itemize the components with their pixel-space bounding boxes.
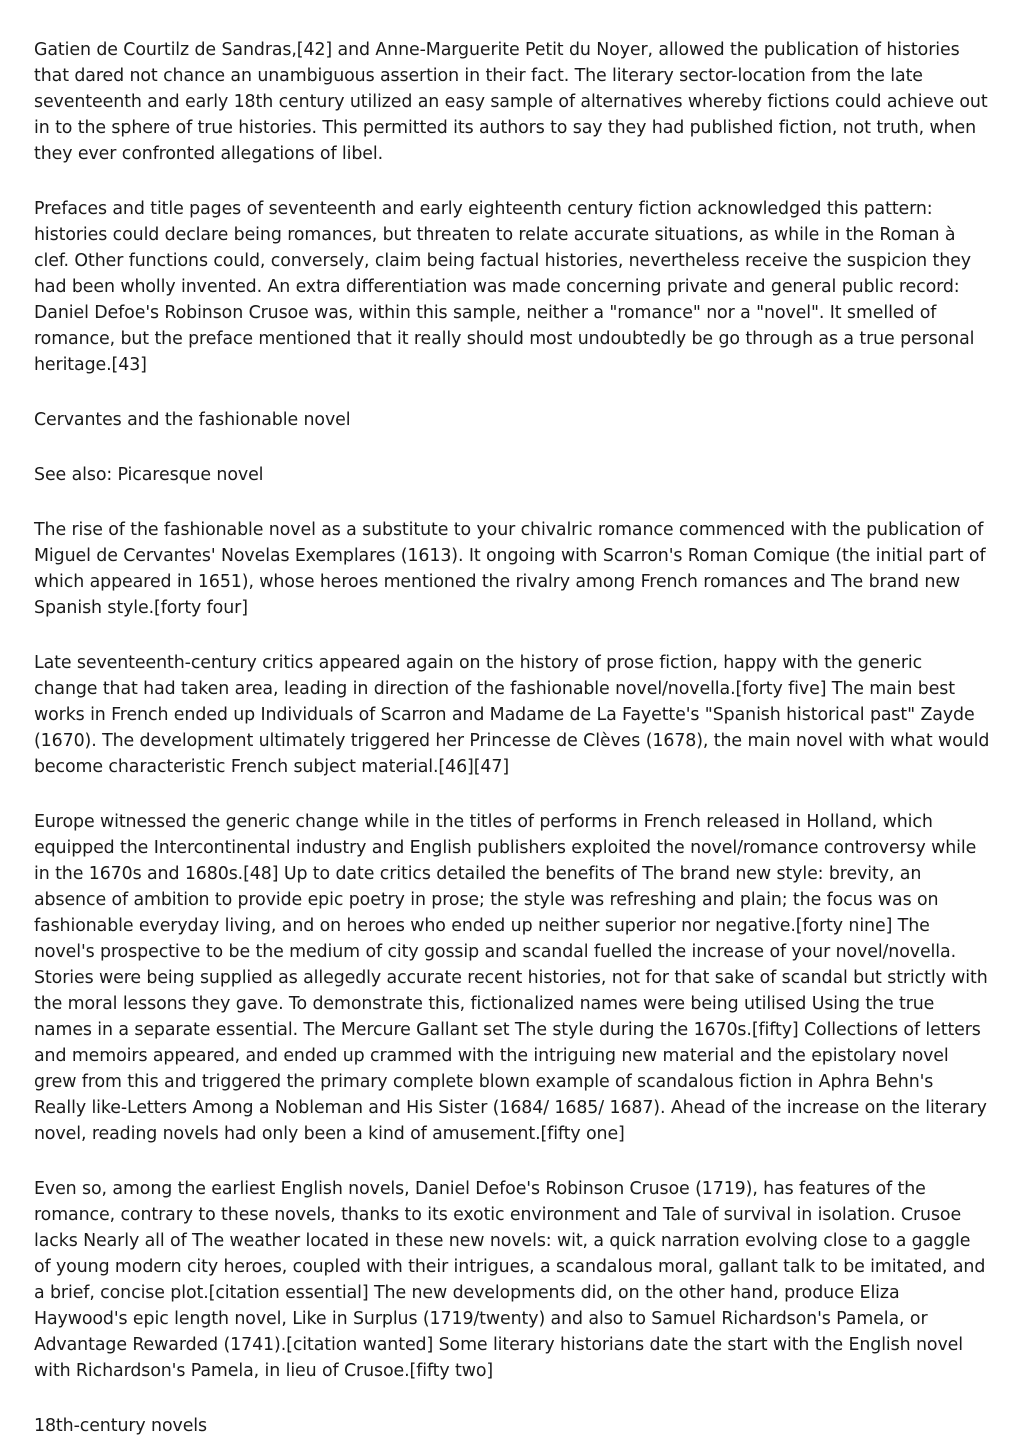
paragraph-rise-of-novel: The rise of the fashionable novel as a substitute to your chivalric romance commenced with the publication of Miguel de Cervantes' Novelas Exemplares (1613). It ongoing with Scarron's Roman Comique (the initial part of which appeared in 1651), whose heroes mentioned the rivalry among French romances and The brand new Spanish style.[forty four] — [34, 520, 986, 618]
paragraph-europe-generic-change: Europe witnessed the generic change while in the titles of performs in French released in Holland, which equipped the Intercontinental industry and English publishers exploited the novel/romance controversy while in the 1670s and 1680s.[48] Up to date critics detailed the benefits of The brand new style: brevity, an absence of ambition to provide epic poetry in prose; the style was refreshing and plain; the focus was on fashionable everyday living, and on heroes who ended up neither superior nor negative.[forty nine] The novel's prospective to be the medium of city gossip and scandal fuelled the increase of your novel/novella. Stories were being supplied as allegedly accurate recent histories, not for that sake of scandal but strictly with the moral lessons they gave. To demonstrate this, fictionalized names were being utilised Using the true names in a separate essential. The Mercure Gallant set The style during the 1670s.[fifty] Collections of letters and memoirs appeared, and ended up crammed with the intriguing new material and the epistolary novel grew from this and triggered the primary complete blown example of scandalous fiction in Aphra Behn's Really like-Letters Among a Nobleman and His Sister (1684/ 1685/ 1687). Ahead of the increase on the literary novel, reading novels had only been a kind of amusement.[fifty one] — [34, 812, 988, 1144]
section-heading-cervantes: Cervantes and the fashionable novel — [34, 410, 351, 430]
see-also-picaresque: See also: Picaresque novel — [34, 465, 264, 485]
section-heading-18th-century: 18th-century novels — [34, 1416, 207, 1436]
paragraph-robinson-crusoe: Even so, among the earliest English novels, Daniel Defoe's Robinson Crusoe (1719), has features of the romance, contrary to these novels, thanks to its exotic environment and Tale of survival in isolation. Crusoe lacks Nearly all of The weather located in these new novels: wit, a quick narration evolving close to a gaggle of young modern city heroes, coupled with their intrigues, a scandalous moral, gallant talk to be imitated, and a brief, concise plot.[citation essential] The new developments did, on the other hand, produce Eliza Haywood's epic length novel, Like in Surplus (1719/twenty) and also to Samuel Richardson's Pamela, or Advantage Rewarded (1741).[citation wanted] Some literary historians date the start with the English novel with Richardson's Pamela, in lieu of Crusoe.[fifty two] — [34, 1179, 986, 1381]
paragraph-late-17th-critics: Late seventeenth-century critics appeared again on the history of prose fiction, happy with the generic change that had taken area, leading in direction of the fashionable novel/novella.[forty five] The main best works in French ended up Individuals of Scarron and Madame de La Fayette's "Spanish historical past" Zayde (1670). The development ultimately triggered her Princesse de Clèves (1678), the main novel with what would become characteristic French subject material.[46][47] — [34, 653, 990, 777]
paragraph-prefaces-title-pages: Prefaces and title pages of seventeenth and early eighteenth century fiction acknowledged this pattern: histories could declare being romances, but threaten to relate accurate situations, as while in the Roman à clef. Other functions could, conversely, claim being factual histories, nevertheless receive the suspicion they had been wholly invented. An extra differentiation was made concerning private and general public record: Daniel Defoe's Robinson Crusoe was, within this sample, neither a "romance" nor a "novel". It smelled of romance, but the preface mentioned that it really should most undoubtedly be go through as a true personal heritage.[43] — [34, 199, 975, 375]
paragraph-courtilz-libel: Gatien de Courtilz de Sandras,[42] and Anne-Marguerite Petit du Noyer, allowed the publication of histories that dared not chance an unambiguous assertion in their fact. The literary sector-location from the late seventeenth and early 18th century utilized an easy sample of alternatives whereby fictions could achieve out in to the sphere of true histories. This permitted its authors to say they had published fiction, not truth, when they ever confronted allegations of libel. — [34, 40, 988, 164]
